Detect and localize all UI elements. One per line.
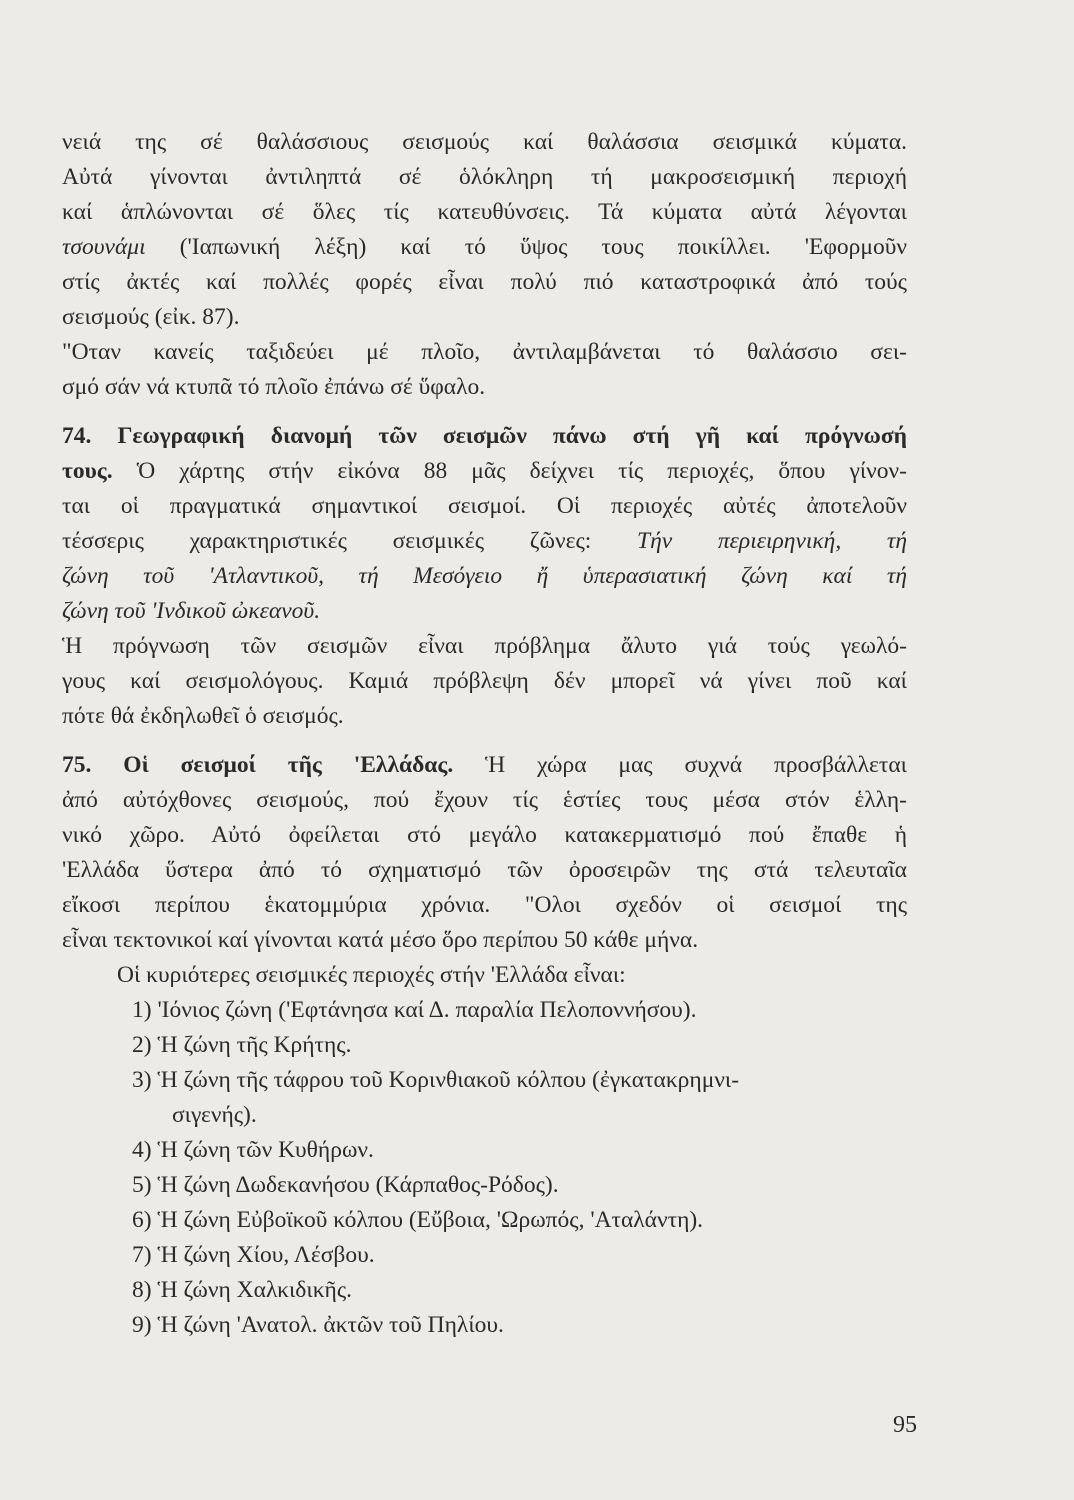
- page-number: 95: [893, 1412, 917, 1438]
- list-item: 8) Ἡ ζώνη Χαλκιδικῆς.: [132, 1277, 353, 1303]
- list-item: 6) Ἡ ζώνη Εὐβοϊκοῦ κόλπου (Εὔβοια, 'Ωρωπός, 'Αταλάντη).: [132, 1207, 704, 1233]
- text-fragment: Ὁ χάρτης στήν εἰκόνα 88 μᾶς δείχνει τίς περιοχές, ὅπου γίνον-: [112, 458, 907, 484]
- text-line: 'Ελλάδα ὕστερα ἀπό τό σχηματισμό τῶν ὀροσειρῶν της στά τελευταῖα: [62, 857, 907, 883]
- section-74-heading: 74. Γεωγραφική διανομή τῶν σεισμῶν πάνω στή γῆ καί πρόγνωσή: [62, 423, 907, 449]
- text-line: νειά της σέ θαλάσσιους σεισμούς καί θαλάσσια σεισμικά κύματα.: [62, 129, 907, 155]
- text-line: ζώνη τοῦ 'Ατλαντικοῦ, τή Μεσόγειο ἤ ὑπερασιατική ζώνη καί τή: [62, 563, 907, 589]
- page-text: [62, 125, 907, 1343]
- list-item: 3) Ἡ ζώνη τῆς τάφρου τοῦ Κορινθιακοῦ κόλπου (ἐγκατακρημνι-: [132, 1067, 740, 1093]
- text-fragment: τέσσερις χαρακτηριστικές σεισμικές ζῶνες:: [62, 528, 638, 554]
- text-line: Ἡ πρόγνωση τῶν σεισμῶν εἶναι πρόβλημα ἄλυτο γιά τούς γεωλό-: [62, 633, 907, 659]
- section-gap: [62, 734, 907, 748]
- list-item-continuation: σιγενής).: [172, 1102, 257, 1128]
- text-line: [62, 230, 907, 265]
- text-line: σεισμούς (εἰκ. 87).: [62, 304, 240, 330]
- italic-fragment: Τήν περιειρηνική, τή: [637, 528, 907, 554]
- text-line: νικό χῶρο. Αὐτό ὀφείλεται στό μεγάλο κατακερματισμό πού ἔπαθε ἡ: [62, 822, 907, 848]
- text-line: [62, 454, 907, 489]
- list-intro: Οἱ κυριότερες σεισμικές περιοχές στήν 'Ελλάδα εἶναι:: [117, 962, 626, 988]
- list-item: 9) Ἡ ζώνη 'Ανατολ. ἀκτῶν τοῦ Πηλίου.: [132, 1312, 504, 1338]
- list-item: 4) Ἡ ζώνη τῶν Κυθήρων.: [132, 1137, 374, 1163]
- list-item: 2) Ἡ ζώνη τῆς Κρήτης.: [132, 1032, 352, 1058]
- text-line: ζώνη τοῦ 'Ινδικοῦ ὠκεανοῦ.: [62, 598, 321, 624]
- text-line: στίς ἀκτές καί πολλές φορές εἶναι πολύ πιό καταστροφικά ἀπό τούς: [62, 269, 907, 295]
- text-line: [62, 524, 907, 559]
- text-line: σμό σάν νά κτυπᾶ τό πλοῖο ἐπάνω σέ ὕφαλο.: [62, 374, 486, 400]
- text-fragment: Ἡ χώρα μας συχνά προσβάλλεται: [453, 752, 907, 778]
- list-item: 1) 'Ιόνιος ζώνη ('Εφτάνησα καί Δ. παραλία Πελοποννήσου).: [132, 997, 697, 1023]
- list-item: 7) Ἡ ζώνη Χίου, Λέσβου.: [132, 1242, 375, 1268]
- section-75-heading: 75. Οἱ σεισμοί τῆς 'Ελλάδας.: [62, 752, 454, 778]
- text-line: εἶναι τεκτονικοί καί γίνονται κατά μέσο ὅρο περίπου 50 κάθε μήνα.: [62, 927, 699, 953]
- text-line: πότε θά ἐκδηλωθεῖ ὁ σεισμός.: [62, 703, 344, 729]
- text-line: "Οταν κανείς ταξιδεύει μέ πλοῖο, ἀντιλαμβάνεται τό θαλάσσιο σει-: [62, 339, 907, 365]
- text-line: ἀπό αὐτόχθονες σεισμούς, πού ἔχουν τίς ἑστίες τους μέσα στόν ἑλλη-: [62, 787, 907, 813]
- text-line: Αὐτά γίνονται ἀντιληπτά σέ ὁλόκληρη τή μακροσεισμική περιοχή: [62, 164, 907, 190]
- text-fragment: ('Ιαπωνική λέξη) καί τό ὕψος τους ποικίλλει. 'Εφορμοῦν: [145, 234, 907, 260]
- text-line: εἴκοσι περίπου ἑκατομμύρια χρόνια. "Ολοι σχεδόν οἱ σεισμοί της: [62, 892, 907, 918]
- section-74-heading-end: τους.: [62, 458, 113, 484]
- text-line: ται οἱ πραγματικά σημαντικοί σεισμοί. Οἱ περιοχές αὐτές ἀποτελοῦν: [62, 493, 907, 519]
- section-gap: [62, 405, 907, 419]
- text-line: [62, 748, 907, 783]
- text-line: γους καί σεισμολόγους. Καμιά πρόβλεψη δέν μπορεῖ νά γίνει ποῦ καί: [62, 668, 907, 694]
- italic-term: τσουνάμι: [62, 234, 146, 260]
- seismic-zones-list: [132, 993, 907, 1343]
- text-line: καί ἁπλώνονται σέ ὅλες τίς κατευθύνσεις. Τά κύματα αὐτά λέγονται: [62, 199, 907, 225]
- list-item: 5) Ἡ ζώνη Δωδεκανήσου (Κάρπαθος-Ρόδος).: [132, 1172, 559, 1198]
